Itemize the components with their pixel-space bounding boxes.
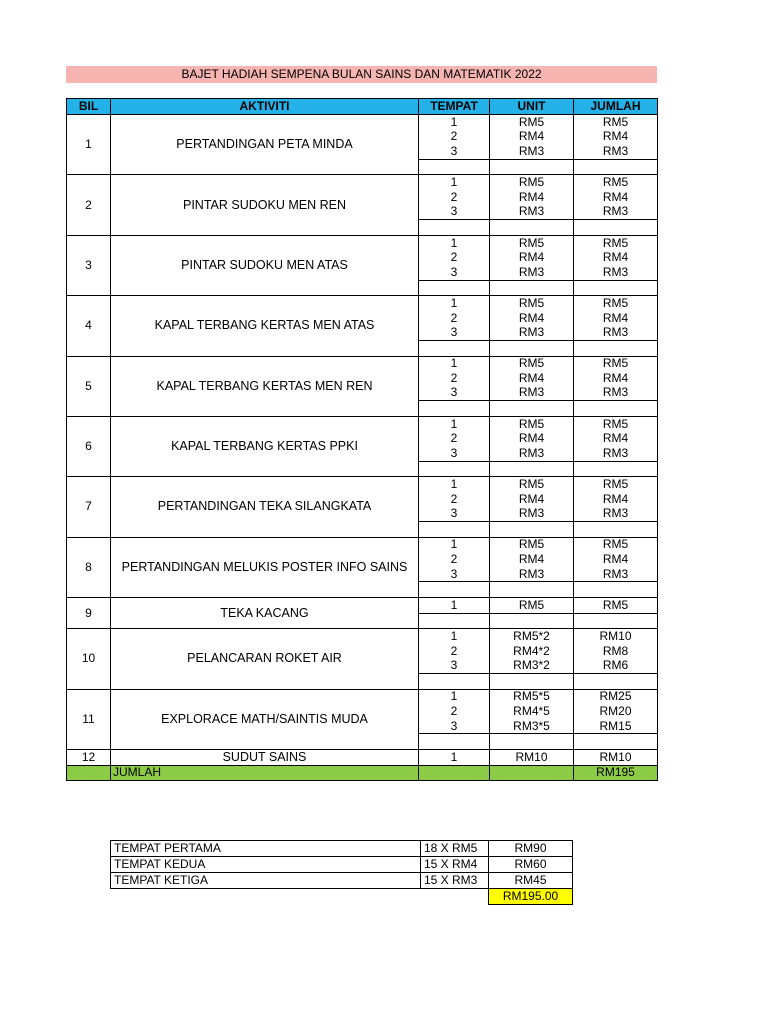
unit-cell: RM3: [490, 205, 574, 220]
activity-name: PERTANDINGAN TEKA SILANGKATA: [111, 477, 419, 537]
summary-calc: 15 X RM3: [421, 873, 489, 889]
jumlah-cell: RM5: [574, 537, 658, 552]
tempat-cell: 2: [419, 431, 490, 446]
tempat-cell: 2: [419, 311, 490, 326]
tempat-cell: 3: [419, 144, 490, 159]
tempat-cell: 3: [419, 386, 490, 401]
jumlah-cell: RM10: [574, 629, 658, 644]
tempat-cell: 1: [419, 689, 490, 704]
unit-cell: [490, 401, 574, 417]
table-row: [67, 356, 658, 371]
tempat-cell: 1: [419, 598, 490, 614]
tempat-cell: 3: [419, 719, 490, 734]
table-row: [67, 296, 658, 311]
jumlah-cell: RM4: [574, 250, 658, 265]
unit-cell: RM4: [490, 250, 574, 265]
unit-cell: RM5: [490, 537, 574, 552]
summary-amount: RM45: [489, 873, 573, 889]
unit-cell: RM10: [490, 749, 574, 765]
tempat-cell: 2: [419, 704, 490, 719]
jumlah-cell: RM4: [574, 190, 658, 205]
tempat-cell: 3: [419, 506, 490, 521]
unit-cell: RM5*5: [490, 689, 574, 704]
tempat-cell: 1: [419, 537, 490, 552]
unit-cell: RM3: [490, 325, 574, 340]
summary-amount: RM60: [489, 857, 573, 873]
tempat-cell: [419, 582, 490, 598]
header-tempat: TEMPAT: [419, 99, 490, 115]
unit-cell: RM5: [490, 296, 574, 311]
jumlah-cell: RM6: [574, 658, 658, 673]
jumlah-cell: RM10: [574, 749, 658, 765]
header-row: [67, 99, 658, 115]
tempat-cell: 2: [419, 250, 490, 265]
unit-cell: RM5: [490, 356, 574, 371]
tempat-cell: 1: [419, 749, 490, 765]
table-row: [67, 598, 658, 614]
unit-cell: [490, 220, 574, 236]
activity-name: SUDUT SAINS: [111, 749, 419, 765]
jumlah-cell: RM4: [574, 431, 658, 446]
summary-row: [111, 873, 573, 889]
tempat-cell: 1: [419, 416, 490, 431]
unit-cell: RM3: [490, 567, 574, 582]
grand-total-row: [111, 889, 573, 905]
total-label: JUMLAH: [111, 765, 419, 780]
jumlah-cell: RM5: [574, 296, 658, 311]
jumlah-cell: RM5: [574, 356, 658, 371]
tempat-cell: 3: [419, 658, 490, 673]
activity-bil: 7: [67, 477, 111, 537]
activity-bil: 6: [67, 416, 111, 476]
activity-bil: 3: [67, 235, 111, 295]
tempat-cell: 3: [419, 567, 490, 582]
summary-label: TEMPAT KEDUA: [111, 857, 421, 873]
unit-cell: [490, 673, 574, 689]
tempat-cell: [419, 734, 490, 750]
table-row: [67, 537, 658, 552]
tempat-cell: [419, 280, 490, 296]
tempat-cell: [419, 401, 490, 417]
tempat-cell: [419, 340, 490, 356]
jumlah-cell: RM3: [574, 506, 658, 521]
tempat-cell: 2: [419, 644, 490, 659]
unit-cell: [490, 522, 574, 538]
tempat-cell: 1: [419, 629, 490, 644]
jumlah-cell: RM5: [574, 115, 658, 130]
jumlah-cell: RM25: [574, 689, 658, 704]
jumlah-cell: RM20: [574, 704, 658, 719]
jumlah-cell: RM4: [574, 552, 658, 567]
tempat-cell: [419, 159, 490, 175]
activity-bil: 9: [67, 598, 111, 629]
unit-cell: RM4*5: [490, 704, 574, 719]
unit-cell: [490, 461, 574, 477]
activity-bil: 8: [67, 537, 111, 597]
unit-cell: RM5*2: [490, 629, 574, 644]
jumlah-cell: [574, 734, 658, 750]
unit-cell: RM3: [490, 446, 574, 461]
activity-bil: 2: [67, 175, 111, 235]
tempat-cell: 2: [419, 492, 490, 507]
unit-cell: [490, 734, 574, 750]
jumlah-cell: [574, 401, 658, 417]
jumlah-cell: RM3: [574, 567, 658, 582]
unit-cell: [490, 159, 574, 175]
tempat-cell: 3: [419, 325, 490, 340]
tempat-cell: [419, 613, 490, 629]
activity-bil: 5: [67, 356, 111, 416]
jumlah-cell: RM8: [574, 644, 658, 659]
table-row: [67, 749, 658, 765]
jumlah-cell: RM3: [574, 265, 658, 280]
header-bil: BIL: [67, 99, 111, 115]
summary-label: TEMPAT KETIGA: [111, 873, 421, 889]
summary-label: TEMPAT PERTAMA: [111, 841, 421, 857]
unit-cell: RM3*2: [490, 658, 574, 673]
activity-name: PELANCARAN ROKET AIR: [111, 629, 419, 689]
summary-calc: 15 X RM4: [421, 857, 489, 873]
unit-cell: RM5: [490, 416, 574, 431]
unit-cell: RM4: [490, 130, 574, 145]
jumlah-cell: [574, 582, 658, 598]
tempat-cell: 2: [419, 130, 490, 145]
jumlah-cell: RM4: [574, 311, 658, 326]
total-row: [67, 765, 658, 780]
unit-cell: RM3*5: [490, 719, 574, 734]
unit-cell: RM4: [490, 311, 574, 326]
unit-cell: RM5: [490, 598, 574, 614]
activity-name: PINTAR SUDOKU MEN ATAS: [111, 235, 419, 295]
table-row: [67, 477, 658, 492]
table-row: [67, 416, 658, 431]
unit-cell: [490, 613, 574, 629]
activity-bil: 12: [67, 749, 111, 765]
activity-name: EXPLORACE MATH/SAINTIS MUDA: [111, 689, 419, 749]
page-title: BAJET HADIAH SEMPENA BULAN SAINS DAN MATEMATIK 2022: [66, 66, 657, 83]
tempat-cell: [419, 461, 490, 477]
jumlah-cell: RM3: [574, 325, 658, 340]
activity-bil: 4: [67, 296, 111, 356]
activity-name: KAPAL TERBANG KERTAS MEN ATAS: [111, 296, 419, 356]
activity-name: PINTAR SUDOKU MEN REN: [111, 175, 419, 235]
unit-cell: RM4*2: [490, 644, 574, 659]
table-row: [67, 629, 658, 644]
unit-cell: RM4: [490, 492, 574, 507]
unit-cell: RM4: [490, 552, 574, 567]
jumlah-cell: RM4: [574, 371, 658, 386]
jumlah-cell: RM5: [574, 598, 658, 614]
table-row: [67, 115, 658, 130]
total-value: RM195: [574, 765, 658, 780]
activity-bil: 11: [67, 689, 111, 749]
summary-calc: 18 X RM5: [421, 841, 489, 857]
tempat-cell: [419, 220, 490, 236]
unit-cell: [490, 280, 574, 296]
jumlah-cell: [574, 673, 658, 689]
jumlah-cell: [574, 159, 658, 175]
jumlah-cell: RM3: [574, 205, 658, 220]
jumlah-cell: [574, 613, 658, 629]
jumlah-cell: RM15: [574, 719, 658, 734]
unit-cell: RM5: [490, 477, 574, 492]
tempat-cell: 2: [419, 552, 490, 567]
tempat-cell: 3: [419, 265, 490, 280]
jumlah-cell: [574, 340, 658, 356]
activity-bil: 10: [67, 629, 111, 689]
summary-row: [111, 841, 573, 857]
unit-cell: RM5: [490, 115, 574, 130]
tempat-cell: 1: [419, 477, 490, 492]
unit-cell: RM3: [490, 265, 574, 280]
grand-total: RM195.00: [489, 889, 573, 905]
unit-cell: RM3: [490, 386, 574, 401]
unit-cell: RM3: [490, 506, 574, 521]
tempat-cell: 1: [419, 356, 490, 371]
activity-name: PERTANDINGAN PETA MINDA: [111, 115, 419, 175]
jumlah-cell: [574, 522, 658, 538]
jumlah-cell: RM4: [574, 492, 658, 507]
tempat-cell: 1: [419, 175, 490, 190]
header-unit: UNIT: [490, 99, 574, 115]
tempat-cell: 2: [419, 371, 490, 386]
unit-cell: RM3: [490, 144, 574, 159]
unit-cell: RM5: [490, 175, 574, 190]
tempat-cell: 3: [419, 205, 490, 220]
activity-name: PERTANDINGAN MELUKIS POSTER INFO SAINS: [111, 537, 419, 597]
summary-amount: RM90: [489, 841, 573, 857]
jumlah-cell: RM5: [574, 175, 658, 190]
jumlah-cell: RM5: [574, 477, 658, 492]
header-aktiviti: AKTIVITI: [111, 99, 419, 115]
table-row: [67, 235, 658, 250]
header-jumlah: JUMLAH: [574, 99, 658, 115]
unit-cell: [490, 340, 574, 356]
jumlah-cell: [574, 280, 658, 296]
tempat-cell: 1: [419, 115, 490, 130]
tempat-cell: [419, 522, 490, 538]
activity-name: KAPAL TERBANG KERTAS MEN REN: [111, 356, 419, 416]
tempat-cell: 1: [419, 235, 490, 250]
unit-cell: RM4: [490, 190, 574, 205]
summary-row: [111, 857, 573, 873]
unit-cell: [490, 582, 574, 598]
activity-name: KAPAL TERBANG KERTAS PPKI: [111, 416, 419, 476]
unit-cell: RM5: [490, 235, 574, 250]
jumlah-cell: RM5: [574, 416, 658, 431]
activity-bil: 1: [67, 115, 111, 175]
jumlah-cell: RM5: [574, 235, 658, 250]
activity-name: TEKA KACANG: [111, 598, 419, 629]
jumlah-cell: RM3: [574, 446, 658, 461]
unit-cell: RM4: [490, 371, 574, 386]
jumlah-cell: RM4: [574, 130, 658, 145]
tempat-cell: 3: [419, 446, 490, 461]
table-row: [67, 175, 658, 190]
tempat-cell: [419, 673, 490, 689]
jumlah-cell: RM3: [574, 144, 658, 159]
jumlah-cell: RM3: [574, 386, 658, 401]
jumlah-cell: [574, 220, 658, 236]
tempat-cell: 2: [419, 190, 490, 205]
budget-table: [66, 98, 658, 781]
table-row: [67, 689, 658, 704]
summary-table: [110, 840, 573, 905]
tempat-cell: 1: [419, 296, 490, 311]
jumlah-cell: [574, 461, 658, 477]
unit-cell: RM4: [490, 431, 574, 446]
